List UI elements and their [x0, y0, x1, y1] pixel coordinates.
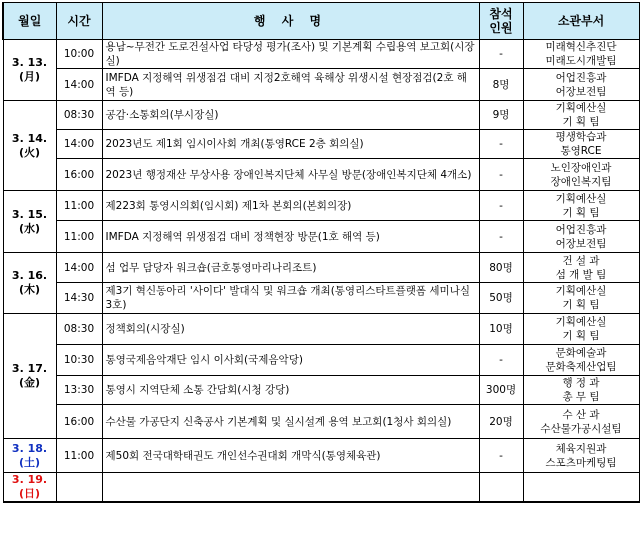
date-label: 3. 18. — [11, 441, 48, 455]
header-date: 월일 — [3, 3, 56, 40]
department-line: 체육지원과 — [555, 442, 607, 455]
time-cell — [56, 473, 102, 503]
date-cell — [3, 253, 56, 314]
header-event: 행 사 명 — [102, 3, 479, 40]
weekday-label: (水) — [18, 221, 41, 235]
attendance-cell: 20명 — [479, 405, 523, 439]
department-line: 기 획 팀 — [562, 330, 600, 342]
header-attendance-line: 참석 — [489, 7, 513, 21]
table-row — [3, 283, 639, 314]
table-row — [3, 159, 639, 191]
department-line: 어장보전팀 — [555, 85, 607, 98]
time-cell: 14:00 — [56, 253, 102, 283]
date-label: 3. 13. — [11, 56, 48, 69]
table-row — [3, 130, 639, 159]
department-cell — [523, 101, 639, 130]
department-line: 건 설 과 — [562, 254, 600, 267]
department-cell — [523, 159, 639, 191]
department-line: 장애인복지팀 — [550, 175, 612, 188]
date-cell — [3, 191, 56, 253]
schedule-body — [3, 40, 639, 503]
department-line: 기획예산실 — [555, 192, 607, 205]
schedule-table — [2, 2, 640, 503]
time-cell: 08:30 — [56, 314, 102, 345]
department-cell — [523, 473, 639, 503]
department-line: 미래도시개발팀 — [545, 55, 617, 67]
department-line: 수 산 과 — [562, 408, 600, 421]
weekday-label: (金) — [18, 376, 41, 389]
header-attendance — [479, 3, 523, 40]
weekday-label: (木) — [18, 283, 41, 296]
department-line: 수산물가공시설팀 — [540, 422, 622, 435]
attendance-cell: - — [479, 191, 523, 221]
table-row — [3, 40, 639, 69]
department-line: 기획예산실 — [555, 316, 607, 328]
date-label: 3. 15. — [11, 207, 48, 221]
date-cell — [3, 314, 56, 439]
header-attendance-line: 인원 — [489, 21, 513, 35]
event-cell — [102, 473, 479, 503]
date-cell — [3, 473, 56, 503]
event-cell: 2023년도 제1회 임시이사회 개최(통영RCE 2층 회의실) — [102, 130, 479, 159]
department-line: 평생학습과 — [555, 131, 607, 143]
time-cell: 16:00 — [56, 405, 102, 439]
department-cell — [523, 283, 639, 314]
department-line: 총 무 팀 — [562, 391, 600, 403]
department-cell — [523, 130, 639, 159]
department-cell — [523, 345, 639, 376]
department-line: 어장보전팀 — [555, 237, 607, 250]
event-cell: 용남~무전간 도로건설사업 타당성 평가(조사) 및 기본계획 수립용역 보고회(시장실) — [102, 40, 479, 69]
time-cell: 13:30 — [56, 376, 102, 405]
department-line: 기 획 팀 — [562, 206, 600, 219]
department-cell — [523, 439, 639, 473]
date-label: 3. 17. — [11, 362, 48, 375]
event-cell: 공감·소통회의(부시장실) — [102, 101, 479, 130]
attendance-cell: - — [479, 345, 523, 376]
department-line: 행 정 과 — [562, 377, 600, 389]
time-cell: 10:30 — [56, 345, 102, 376]
table-row — [3, 221, 639, 253]
time-cell: 14:00 — [56, 69, 102, 101]
attendance-cell: 80명 — [479, 253, 523, 283]
table-row — [3, 439, 639, 473]
event-cell: 제3기 혁신동아리 '사이다' 발대식 및 워크숍 개최(통영리스타트플랫폼 세미나실 3호) — [102, 283, 479, 314]
department-line: 어업진흥과 — [555, 223, 607, 236]
date-cell — [3, 439, 56, 473]
department-cell — [523, 376, 639, 405]
date-cell — [3, 101, 56, 191]
date-label: 3. 14. — [11, 131, 48, 145]
department-line: 기 획 팀 — [562, 116, 600, 128]
header-time: 시간 — [56, 3, 102, 40]
department-cell — [523, 69, 639, 101]
attendance-cell: 50명 — [479, 283, 523, 314]
time-cell: 08:30 — [56, 101, 102, 130]
department-line: 스포츠마케팅팀 — [545, 456, 617, 469]
date-label: 3. 16. — [11, 269, 48, 282]
event-cell: 2023년 행정재산 무상사용 장애인복지단체 사무실 방문(장애인복지단체 4개소) — [102, 159, 479, 191]
department-cell — [523, 405, 639, 439]
department-cell — [523, 314, 639, 345]
table-row — [3, 253, 639, 283]
department-line: 통영RCE — [560, 145, 602, 157]
department-line: 섬 개 발 팀 — [555, 268, 607, 281]
department-line: 미래혁신추진단 — [545, 41, 617, 53]
time-cell: 14:00 — [56, 130, 102, 159]
event-cell: 수산물 가공단지 신축공사 기본계획 및 실시설계 용역 보고회(1청사 회의실) — [102, 405, 479, 439]
header-department: 소관부서 — [523, 3, 639, 40]
event-cell: 통영국제음악재단 임시 이사회(국제음악당) — [102, 345, 479, 376]
time-cell: 10:00 — [56, 40, 102, 69]
department-cell — [523, 191, 639, 221]
department-line: 기 획 팀 — [562, 299, 600, 311]
event-cell: 섬 업무 담당자 워크숍(금호통영마리나리조트) — [102, 253, 479, 283]
event-cell: IMFDA 지정해역 위생점검 대비 정책현장 방문(1호 해역 등) — [102, 221, 479, 253]
attendance-cell: 8명 — [479, 69, 523, 101]
table-row — [3, 473, 639, 503]
table-row — [3, 101, 639, 130]
attendance-cell: 9명 — [479, 101, 523, 130]
event-cell: 통영시 지역단체 소통 간담회(시청 강당) — [102, 376, 479, 405]
department-line: 기획예산실 — [555, 285, 607, 297]
event-cell: 정책회의(시장실) — [102, 314, 479, 345]
header-row — [3, 3, 639, 40]
event-cell: 제50회 전국대학태권도 개인선수권대회 개막식(통영체육관) — [102, 439, 479, 473]
attendance-cell: - — [479, 130, 523, 159]
weekday-label: (火) — [18, 145, 41, 159]
department-cell — [523, 40, 639, 69]
department-line: 어업진흥과 — [555, 71, 607, 84]
time-cell: 11:00 — [56, 191, 102, 221]
table-row — [3, 191, 639, 221]
department-line: 문화축제산업팀 — [545, 361, 617, 373]
attendance-cell: - — [479, 40, 523, 69]
attendance-cell — [479, 473, 523, 503]
department-cell — [523, 253, 639, 283]
weekday-label: (土) — [18, 455, 41, 469]
department-line: 기획예산실 — [555, 102, 607, 114]
event-cell: IMFDA 지정해역 위생점검 대비 지정2호해역 육해상 위생시설 현장점검(2호 해역 등) — [102, 69, 479, 101]
weekday-label: (月) — [18, 70, 41, 83]
attendance-cell: 300명 — [479, 376, 523, 405]
weekday-label: (日) — [18, 487, 41, 500]
attendance-cell: 10명 — [479, 314, 523, 345]
date-cell — [3, 40, 56, 101]
time-cell: 11:00 — [56, 439, 102, 473]
attendance-cell: - — [479, 159, 523, 191]
table-row — [3, 314, 639, 345]
attendance-cell: - — [479, 221, 523, 253]
table-row — [3, 405, 639, 439]
department-cell — [523, 221, 639, 253]
department-line: 노인장애인과 — [550, 161, 612, 174]
time-cell: 11:00 — [56, 221, 102, 253]
table-row — [3, 345, 639, 376]
attendance-cell: - — [479, 439, 523, 473]
time-cell: 14:30 — [56, 283, 102, 314]
table-row — [3, 69, 639, 101]
date-label: 3. 19. — [11, 473, 48, 486]
table-row — [3, 376, 639, 405]
department-line: 문화예술과 — [555, 347, 607, 359]
event-cell: 제223회 통영시의회(임시회) 제1차 본회의(본회의장) — [102, 191, 479, 221]
time-cell: 16:00 — [56, 159, 102, 191]
